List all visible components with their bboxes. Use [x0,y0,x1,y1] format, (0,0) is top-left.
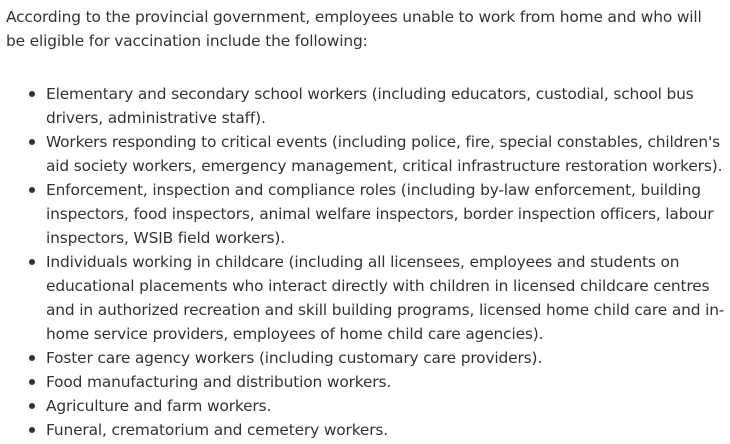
intro-paragraph: According to the provincial government, employees unable to work from home and who will be eligible for vaccination include the following: [6,8,702,50]
eligible-workers-list [6,82,726,442]
bullet-icon [29,259,35,265]
list-item-text: Elementary and secondary school workers (including educators, custodial, school bus drivers, administrative staff). [46,85,694,127]
list-item-text: Funeral, crematorium and cemetery workers. [46,421,389,439]
bullet-icon [29,427,35,433]
bullet-icon [29,355,35,361]
bullet-icon [29,139,35,145]
list-item [6,418,726,442]
bullet-icon [29,403,35,409]
bullet-icon [29,187,35,193]
bullet-icon [29,91,35,97]
list-item-text: Foster care agency workers (including customary care providers). [46,349,543,367]
list-item-text: Enforcement, inspection and compliance roles (including by-law enforcement, building inspectors, food inspectors, animal welfare inspectors, border inspection officers, labour inspectors, WSIB field workers). [46,181,714,247]
list-item [6,370,726,394]
list-item-text: Individuals working in childcare (including all licensees, employees and students on educational placements who interact directly with children in licensed childcare centres and in authorized recreation and skill building programs, licensed home child care and in-home service providers, employees of home child care agencies). [46,253,725,343]
list-item [6,178,726,250]
list-item [6,130,726,178]
list-item [6,250,726,346]
list-item [6,346,726,370]
list-item-text: Agriculture and farm workers. [46,397,272,415]
list-item [6,394,726,418]
list-item [6,82,726,130]
list-item-text: Food manufacturing and distribution workers. [46,373,392,391]
bullet-icon [29,379,35,385]
list-item-text: Workers responding to critical events (including police, fire, special constables, children's aid society workers, emergency management, critical infrastructure restoration workers). [46,133,723,175]
